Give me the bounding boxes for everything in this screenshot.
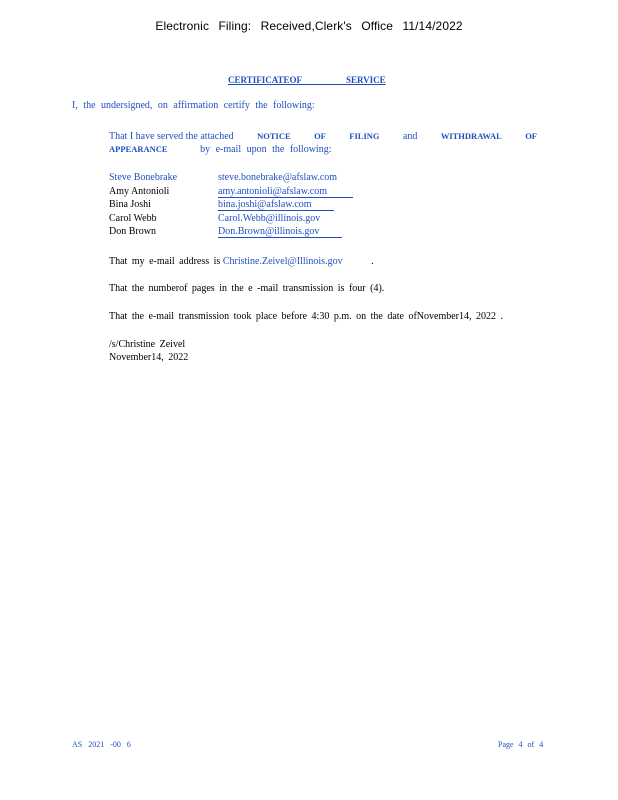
pages-statement: That the numberof pages in the e -mail transmission is four (4). [109,283,385,294]
time-statement: That the e-mail transmission took place before 4:30 p.m. on the date ofNovember14, 2022 . [109,311,504,322]
link-underline [218,197,353,198]
appearance-word: APPEARANCE [109,144,168,154]
signature-date: November14, 2022 [109,352,189,363]
page-number: Page 4 of 4 [498,740,544,749]
contact-email-link[interactable]: steve.bonebrake@afslaw.com [218,172,338,183]
of-word-2: OF [525,131,537,141]
contact-email-link[interactable]: bina.joshi@afslaw.com [218,199,312,210]
of-word: OF [314,131,326,141]
filing-word: FILING [349,131,380,141]
and-word: and [402,131,418,142]
intro-statement: I, the undersigned, on affirmation certify the following: [72,100,315,111]
signature: /s/Christine Zeivel [109,339,186,350]
service-statement-text: That I have served the attached [109,131,234,142]
contact-name: Bina Joshi [109,199,151,210]
contact-email-link[interactable]: Don.Brown@illinois.gov [218,226,320,237]
own-email-link[interactable]: Christine.Zeivel@Illinois.gov [222,256,343,267]
contact-name: Steve Bonebrake [109,172,178,183]
notice-word: NOTICE [257,131,291,141]
contact-email-link[interactable]: amy.antonioli@afslaw.com [218,185,327,197]
service-method-text: by e-mail upon the following: [200,144,332,155]
document-title: CERTIFICATEOF SERVICE [228,75,386,85]
link-underline [218,210,334,211]
email-statement-end: . [371,256,374,267]
email-statement-text: That my e-mail address is [109,256,221,267]
contact-name: Don Brown [109,226,156,237]
link-underline [218,237,342,238]
contact-name: Carol Webb [109,212,157,224]
email-address-statement [109,256,374,267]
form-identifier: AS 2021 -00 6 [72,740,131,749]
contact-email-link[interactable]: Carol.Webb@illinois.gov [218,212,321,224]
withdrawal-word: WITHDRAWAL [440,131,502,141]
filing-stamp-header: Electronic Filing: Received,Clerk's Office 11/14/2022 [155,19,463,33]
service-statement [109,130,537,156]
contact-name: Amy Antonioli [109,185,170,197]
